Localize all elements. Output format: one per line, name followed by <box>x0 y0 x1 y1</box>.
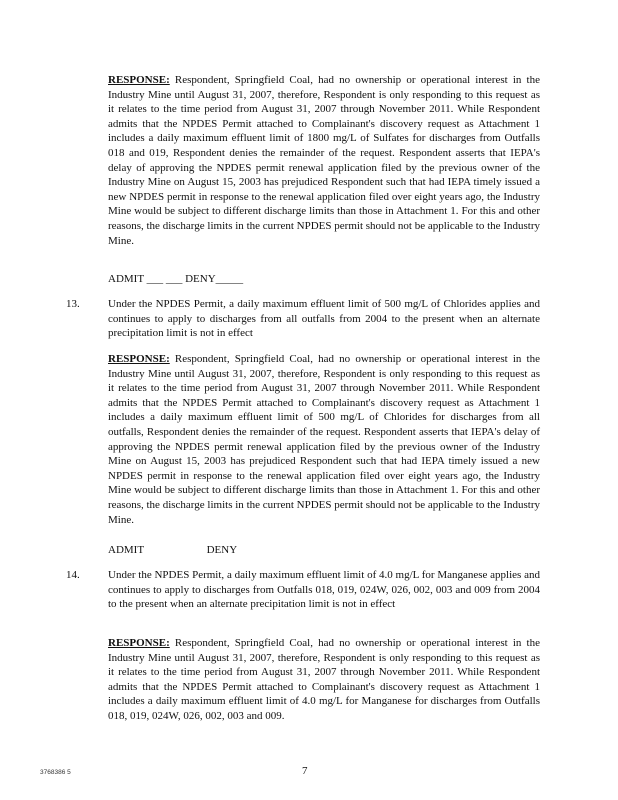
item-number-14: 14. <box>66 569 80 581</box>
admit-deny-line-12: ADMIT ___ ___ DENY_____ <box>108 273 244 285</box>
response-block-13 <box>108 352 540 527</box>
response-text: Respondent, Springfield Coal, had no ownership or operational interest in the Industry Mine until August 31, 2007, therefore, Respondent is only responding to this request as it relates to the time period from August 31, 2007 through November 2011. While Respondent admits that the NPDES Permit attached to Complainant's discovery request as Attachment 1 includes a daily maximum effluent limit of 4.0 mg/L for Manganese for discharges from Outfalls 018, 019, 024W, 026, 002, 003 and 009. <box>108 637 540 722</box>
admit-deny-line-13 <box>108 543 237 557</box>
response-text: Respondent, Springfield Coal, had no ownership or operational interest in the Industry Mine until August 31, 2007, therefore, Respondent is only responding to this request as it relates to the time period from August 31, 2007 through November 2011. While Respondent admits that the NPDES Permit attached to Complainant's discovery request as Attachment 1 includes a daily maximum effluent limit of 500 mg/L of Chlorides for discharges from all outfalls, Respondent denies the remainder of the request. Respondent asserts that IEPA's delay of approving the NPDES permit renewal application filed by the previous owner of the Industry Mine on August 15, 2003 has prejudiced Respondent such that had IEPA timely issued a new NPDES permit in response to the renewal application filed over eight years ago, the Industry Mine would be subject to different discharge limits than those in Attachment 1. For this and other reasons, the discharge limits in the current NPDES permit should not be applicable to the Industry Mine. <box>108 353 540 526</box>
admit-deny-text: ADMIT DENY <box>108 544 238 556</box>
response-label: RESPONSE: <box>108 74 170 86</box>
response-block-12 <box>108 73 540 248</box>
item-text-14: Under the NPDES Permit, a daily maximum effluent limit of 4.0 mg/L for Manganese applies and continues to apply to discharges from Outfalls 018, 019, 024W, 026, 002, 003 and 009 from 2004 to the present when an alternate precipitation limit is not in effect <box>108 569 540 611</box>
response-text: Respondent, Springfield Coal, had no ownership or operational interest in the Industry Mine until August 31, 2007, therefore, Respondent is only responding to this request as it relates to the time period from August 31, 2007 through November 2011. While Respondent admits that the NPDES Permit attached to Complainant's discovery request as Attachment 1 includes a daily maximum effluent limit of 1800 mg/L of Sulfates for discharges from Outfalls 018 and 019, Respondent denies the remainder of the request. Respondent asserts that IEPA's delay of approving the NPDES permit renewal application filed by the previous owner of the Industry Mine on August 15, 2003 has prejudiced Respondent such that had IEPA timely issued a new NPDES permit in response to the renewal application filed over eight years ago, the Industry Mine would be subject to different discharge limits than those in Attachment 1. For this and other reasons, the discharge limits in the current NPDES permit should not be applicable to the Industry Mine. <box>108 74 540 247</box>
item-text-13: Under the NPDES Permit, a daily maximum effluent limit of 500 mg/L of Chlorides applies and continues to apply to discharges from all outfalls from 2004 to the present when an alternate precipitation limit is not in effect <box>108 298 540 340</box>
response-label: RESPONSE: <box>108 353 170 365</box>
response-block-14 <box>108 636 540 724</box>
response-label: RESPONSE: <box>108 637 170 649</box>
document-id: 3768386 5 <box>40 769 71 776</box>
page-number: 7 <box>302 765 308 777</box>
item-number-13: 13. <box>66 298 80 310</box>
